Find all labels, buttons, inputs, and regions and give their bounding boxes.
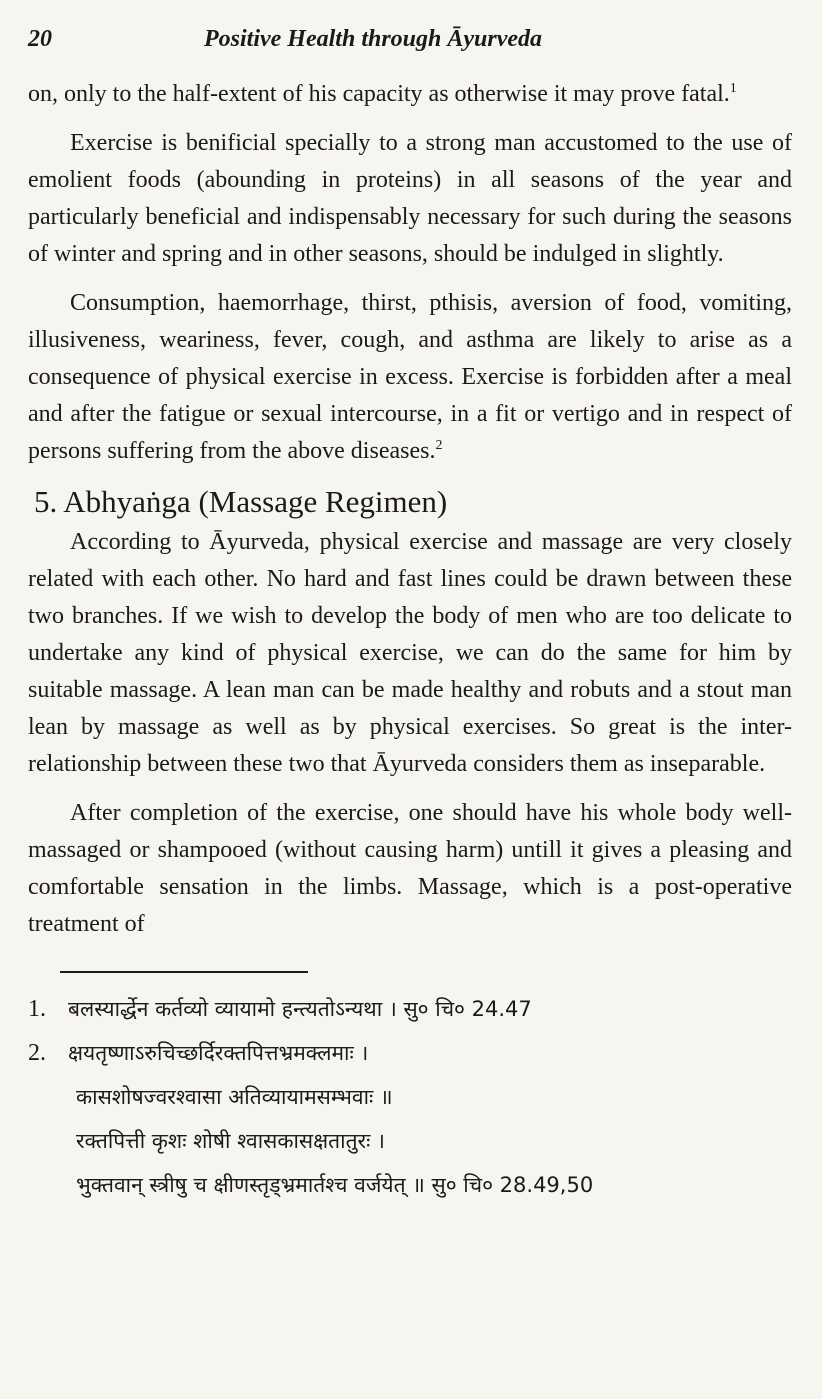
paragraph-massage-relation: According to Āyurveda, physical exercise and massage are very closely related with each other. No hard and fast lines could be drawn between these two branches. If we wish to develop the body of men who are too delicate to undertake any kind of physical exercise, we can do the same for him by suitable massage. A lean man can be made healthy and robuts and a stout man lean by massage as well as by physical exercises. So great is the inter-relationship between these two that Āyurveda considers them as inseparable. [28,529,792,777]
page-number: 20 [28,26,52,52]
footnote-number: 1. [28,996,46,1022]
footnote-divider [60,971,308,973]
paragraph-continuation: on, only to the half-extent of his capacity as otherwise it may prove fatal.$^1$ [28,81,737,107]
footnotes [28,987,792,1207]
section-heading: 5. Abhyaṅga (Massage Regimen) [34,484,448,519]
footnote-1 [28,987,792,1031]
footnote-ref-1: 1 [729,81,737,96]
footnote-line: क्षयतृष्णाऽरुचिच्छर्दिरक्तपित्तभ्रमक्लमाः । [68,1041,369,1065]
page-header [28,22,792,62]
footnote-2 [28,1031,792,1075]
running-title: Positive Health through Āyurveda [204,26,543,52]
footnote-line: कासशोषज्वरश्वासा अतिव्यायामसम्भवाः ॥ [76,1085,393,1109]
paragraph-exercise-excess: Consumption, haemorrhage, thirst, pthisis, aversion of food, vomiting, illusiveness, weariness, fever, cough, and asthma are likely to arise as a consequence of physical exercise in excess. Exercise is forbidden after a meal and after the fatigue or sexual intercourse, in a fit or vertigo and in respect of persons suffering from the above diseases.$^2$ [28,290,792,464]
book-page [28,22,792,1382]
footnote-number: 2. [28,1040,46,1066]
paragraph-exercise-benefit: Exercise is benificial specially to a strong man accustomed to the use of emolient foods (abounding in proteins) in all seasons of the year and particularly beneficial and indispensably necessary for such during the seasons of winter and spring and in other seasons, should be indulged in slightly. [28,130,792,267]
footnote-line: भुक्तवान् स्त्रीषु च क्षीणस्तृड्भ्रमार्तश्च वर्जयेत् ॥ सु० चि० 28.49,50 [76,1173,594,1197]
footnote-line: रक्तपित्ती कृशः शोषी श्वासकासक्षतातुरः । [76,1129,386,1153]
footnote-ref-2: 2 [435,438,443,453]
footnote-line: बलस्यार्द्धेन कर्तव्यो व्यायामो हन्त्यतोऽन्यथा । सु० चि० 24.47 [68,997,532,1021]
paragraph-after-exercise: After completion of the exercise, one should have his whole body well-massaged or shampooed (without causing harm) untill it gives a pleasing and comfortable sensation in the limbs. Massage, which is a post-operative treatment of [28,800,792,937]
